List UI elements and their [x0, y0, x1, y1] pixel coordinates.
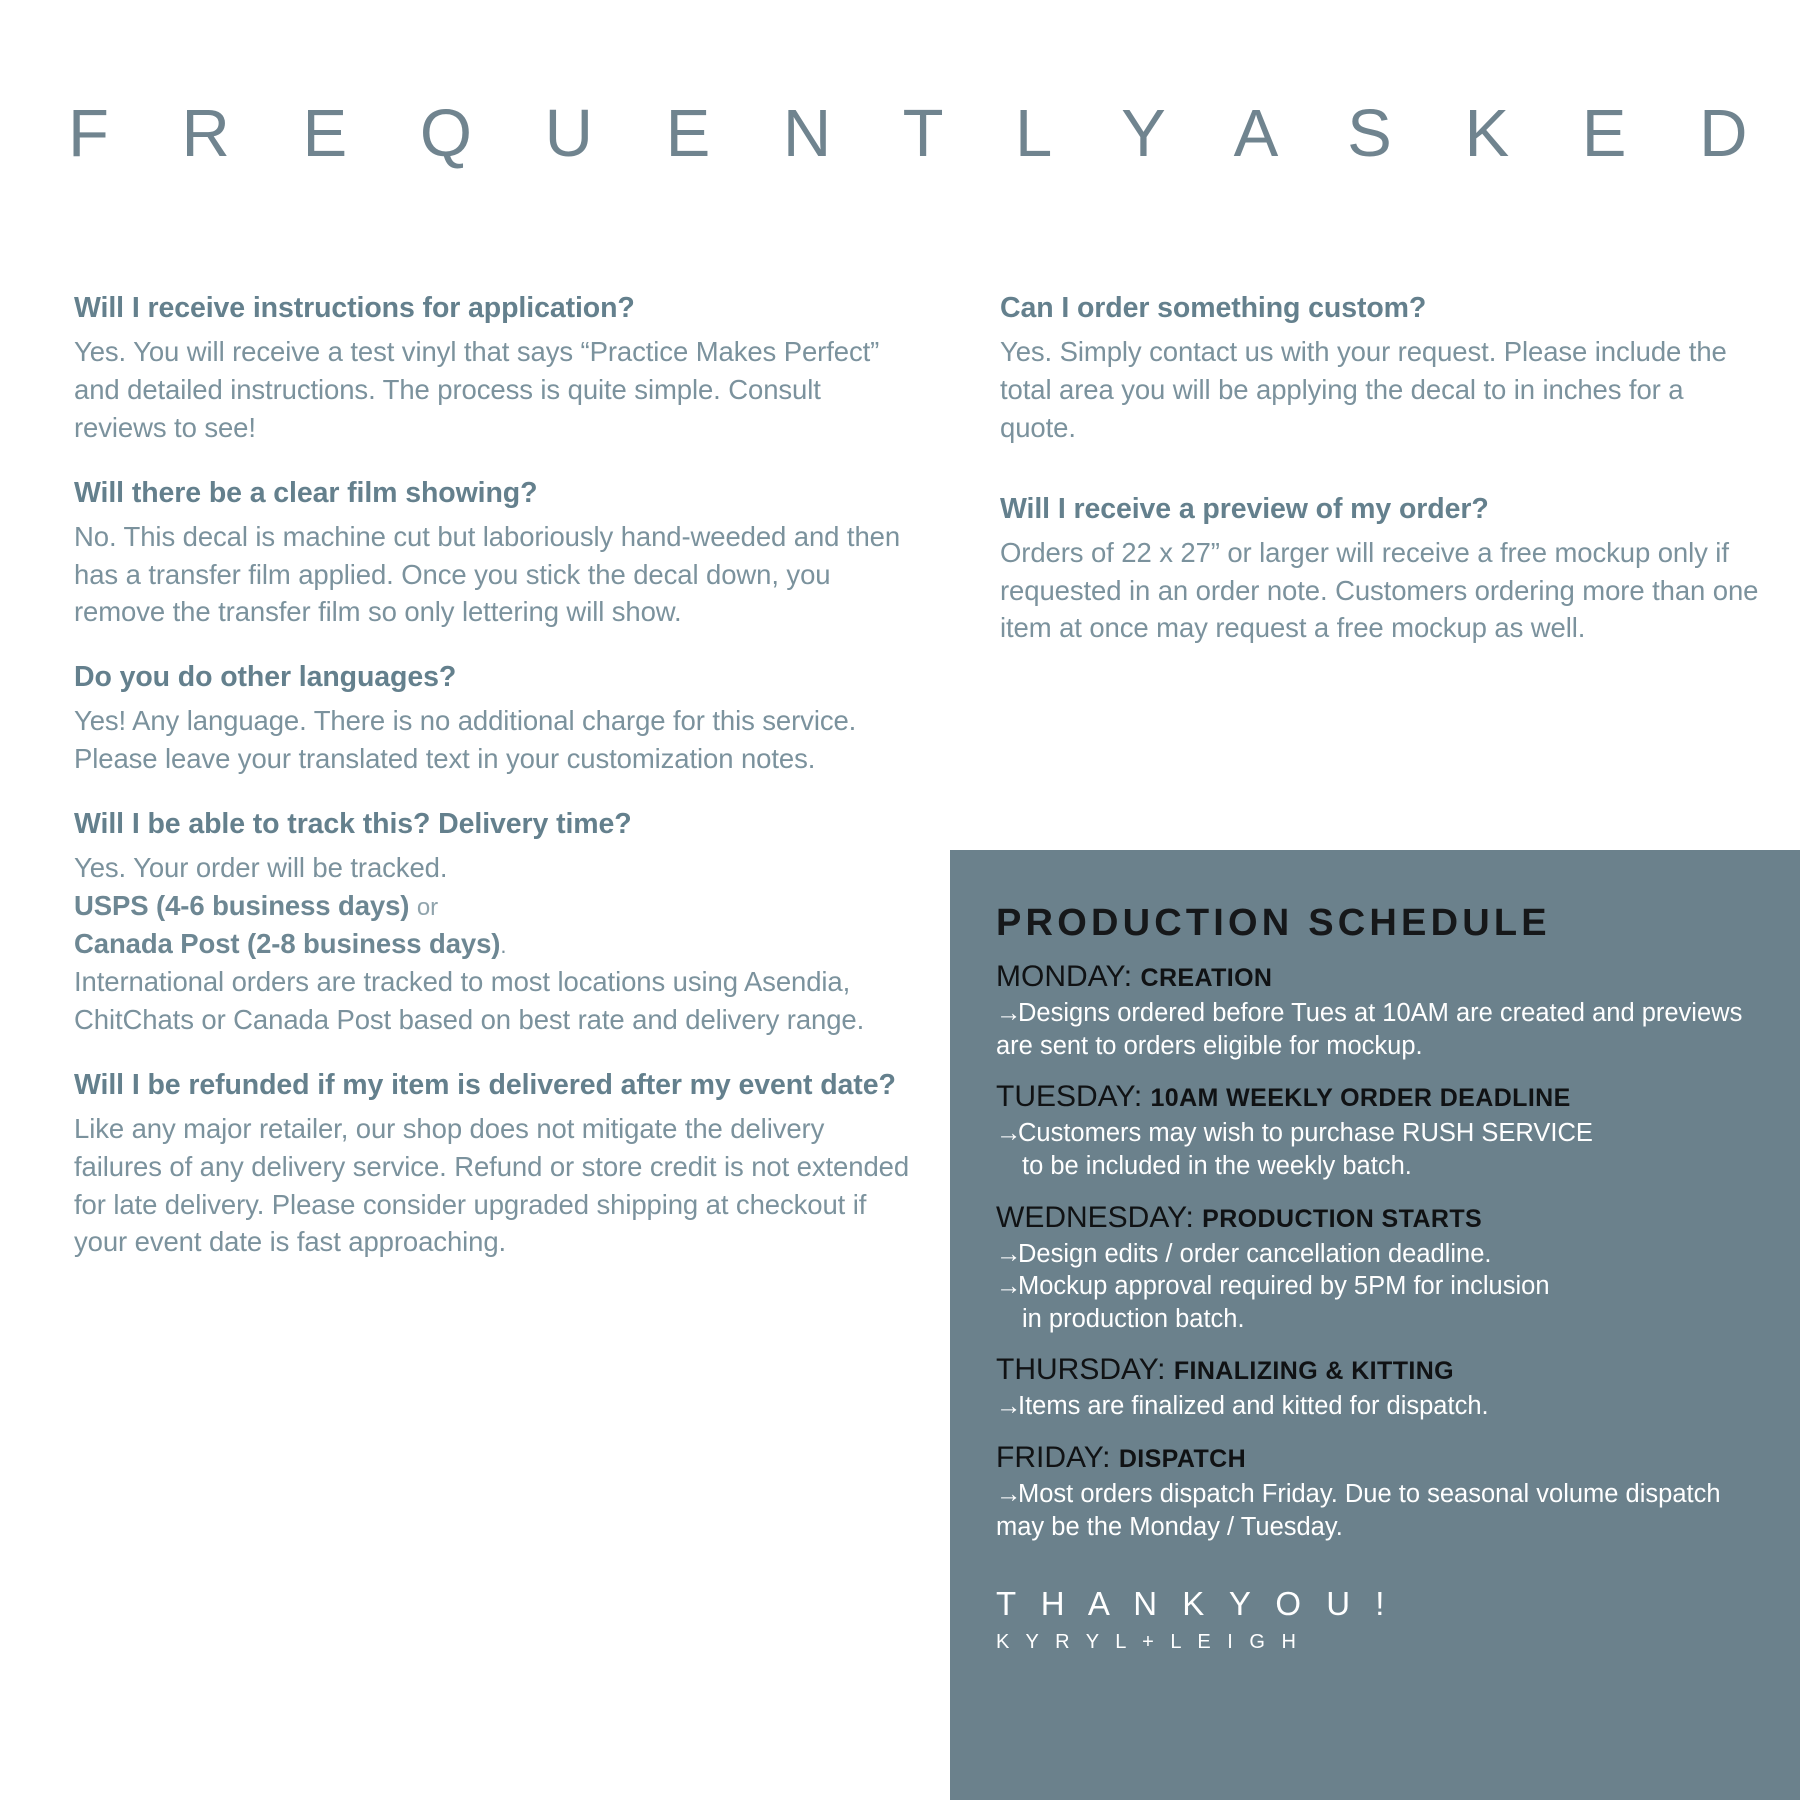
faq-item — [74, 290, 914, 447]
schedule-day-tag: 10AM WEEKLY ORDER DEADLINE — [1150, 1084, 1571, 1113]
faq-question: Will I receive a preview of my order? — [1000, 492, 1489, 525]
schedule-day-friday — [996, 1440, 1754, 1543]
schedule-day-heading — [996, 1079, 1754, 1115]
schedule-day-wednesday — [996, 1200, 1754, 1336]
schedule-day-heading — [996, 1440, 1754, 1476]
faq-question: Will there be a clear film showing? — [74, 476, 538, 509]
schedule-day-tag: CREATION — [1140, 964, 1273, 992]
faq-question: Can I order something custom? — [1000, 292, 1427, 324]
schedule-bullet — [996, 1238, 1754, 1271]
shipping-usps: USPS (4-6 business days) — [74, 890, 410, 921]
page-title: F R E Q U E N T L Y A S K E D — [68, 96, 1775, 171]
schedule-day-name: WEDNESDAY: — [996, 1200, 1194, 1234]
signature-text: K Y R Y L + L E I G H — [996, 1631, 1302, 1654]
schedule-day-name: FRIDAY: — [996, 1441, 1111, 1474]
faq-answer-line-1: Yes. Your order will be tracked. — [74, 852, 448, 884]
arrow-icon: → — [996, 1239, 1022, 1268]
faq-item — [74, 1067, 914, 1262]
arrow-icon: → — [996, 1480, 1022, 1508]
faq-answer: Yes. Simply contact us with your request. Please include the total area you will be applying the decal to in inches for a quote. — [1000, 335, 1727, 443]
shipping-usps-line — [74, 887, 914, 925]
schedule-bullet — [996, 997, 1754, 1062]
faq-answer: Yes. You will receive a test vinyl that says “Practice Makes Perfect” and detailed instructions. The process is quite simple. Consult reviews to see! — [74, 335, 880, 443]
faq-answer: No. This decal is machine cut but laboriously hand-weeded and then has a transfer film applied. Once you stick the decal down, you remove the transfer film so only lettering will show. — [74, 520, 901, 628]
faq-answer: Orders of 22 x 27” or larger will receive a free mockup only if requested in an order note. Customers ordering more than one item at once may request a free mockup as well. — [1000, 536, 1759, 644]
schedule-bullet-text: Items are finalized and kitted for dispatch. — [1018, 1392, 1489, 1421]
faq-answer-line-2: International orders are tracked to most locations using Asendia, ChitChats or Canada Post based on best rate and delivery range. — [74, 965, 865, 1035]
production-schedule-panel — [950, 850, 1800, 1800]
faq-question: Do you do other languages? — [74, 661, 457, 694]
faq-question: Will I be able to track this? Delivery time? — [74, 808, 632, 841]
schedule-bullet-text: Most orders dispatch Friday. Due to seasonal volume dispatch may be the Monday / Tuesday. — [996, 1480, 1721, 1541]
faq-item — [1000, 491, 1760, 648]
schedule-day-heading — [996, 1352, 1754, 1388]
schedule-bullet-text: Design edits / order cancellation deadline. — [1018, 1239, 1492, 1268]
schedule-bullet — [996, 1478, 1754, 1543]
schedule-day-thursday — [996, 1352, 1754, 1423]
schedule-title: PRODUCTION SCHEDULE — [996, 902, 1551, 944]
arrow-icon: → — [996, 1119, 1022, 1148]
shipping-canada-post: Canada Post (2-8 business days) — [74, 927, 501, 959]
schedule-day-tag: PRODUCTION STARTS — [1202, 1204, 1483, 1233]
shipping-period: . — [500, 932, 507, 958]
schedule-day-monday — [996, 959, 1754, 1062]
schedule-day-heading — [996, 959, 1754, 995]
schedule-bullet — [996, 1117, 1754, 1150]
arrow-icon: → — [996, 1272, 1022, 1301]
schedule-bullet — [996, 1303, 1754, 1336]
schedule-day-name: TUESDAY: — [996, 1080, 1143, 1114]
faq-item — [74, 659, 914, 778]
schedule-bullet — [996, 1390, 1754, 1423]
schedule-day-heading — [996, 1200, 1754, 1236]
faq-item — [74, 475, 914, 632]
schedule-day-name: THURSDAY: — [996, 1353, 1166, 1387]
schedule-day-tuesday — [996, 1079, 1754, 1182]
faq-question: Will I be refunded if my item is delivered after my event date? — [74, 1068, 896, 1101]
arrow-icon: → — [996, 999, 1022, 1027]
faq-question: Will I receive instructions for application? — [74, 292, 635, 324]
schedule-bullet — [996, 1150, 1754, 1183]
schedule-bullet-text: Customers may wish to purchase RUSH SERVICE — [1018, 1119, 1593, 1148]
schedule-bullet-text: Mockup approval required by 5PM for inclusion — [1018, 1272, 1550, 1301]
thank-you-text: T H A N K Y O U ! — [996, 1585, 1393, 1623]
shipping-canada-line — [74, 925, 914, 963]
faq-left-column — [74, 290, 914, 1289]
faq-item — [1000, 290, 1760, 447]
schedule-bullet-text: to be included in the weekly batch. — [1022, 1151, 1412, 1180]
schedule-bullet — [996, 1270, 1754, 1303]
faq-item-shipping — [74, 806, 914, 1039]
schedule-day-tag: DISPATCH — [1118, 1445, 1247, 1473]
schedule-day-name: MONDAY: — [996, 960, 1133, 993]
schedule-bullet-text: in production batch. — [1022, 1304, 1245, 1333]
faq-right-column — [1000, 290, 1760, 675]
arrow-icon: → — [996, 1392, 1022, 1421]
faq-answer: Like any major retailer, our shop does not mitigate the delivery failures of any delivery service. Refund or store credit is not extended for late delivery. Please consider upgraded shipping at checkout if your event date is fast approaching. — [74, 1112, 910, 1258]
schedule-bullet-text: Designs ordered before Tues at 10AM are created and previews are sent to orders eligible for mockup. — [996, 999, 1743, 1060]
shipping-or: or — [416, 894, 439, 921]
schedule-day-tag: FINALIZING & KITTING — [1173, 1357, 1455, 1386]
faq-answer: Yes! Any language. There is no additional charge for this service. Please leave your translated text in your customization notes. — [74, 705, 857, 775]
